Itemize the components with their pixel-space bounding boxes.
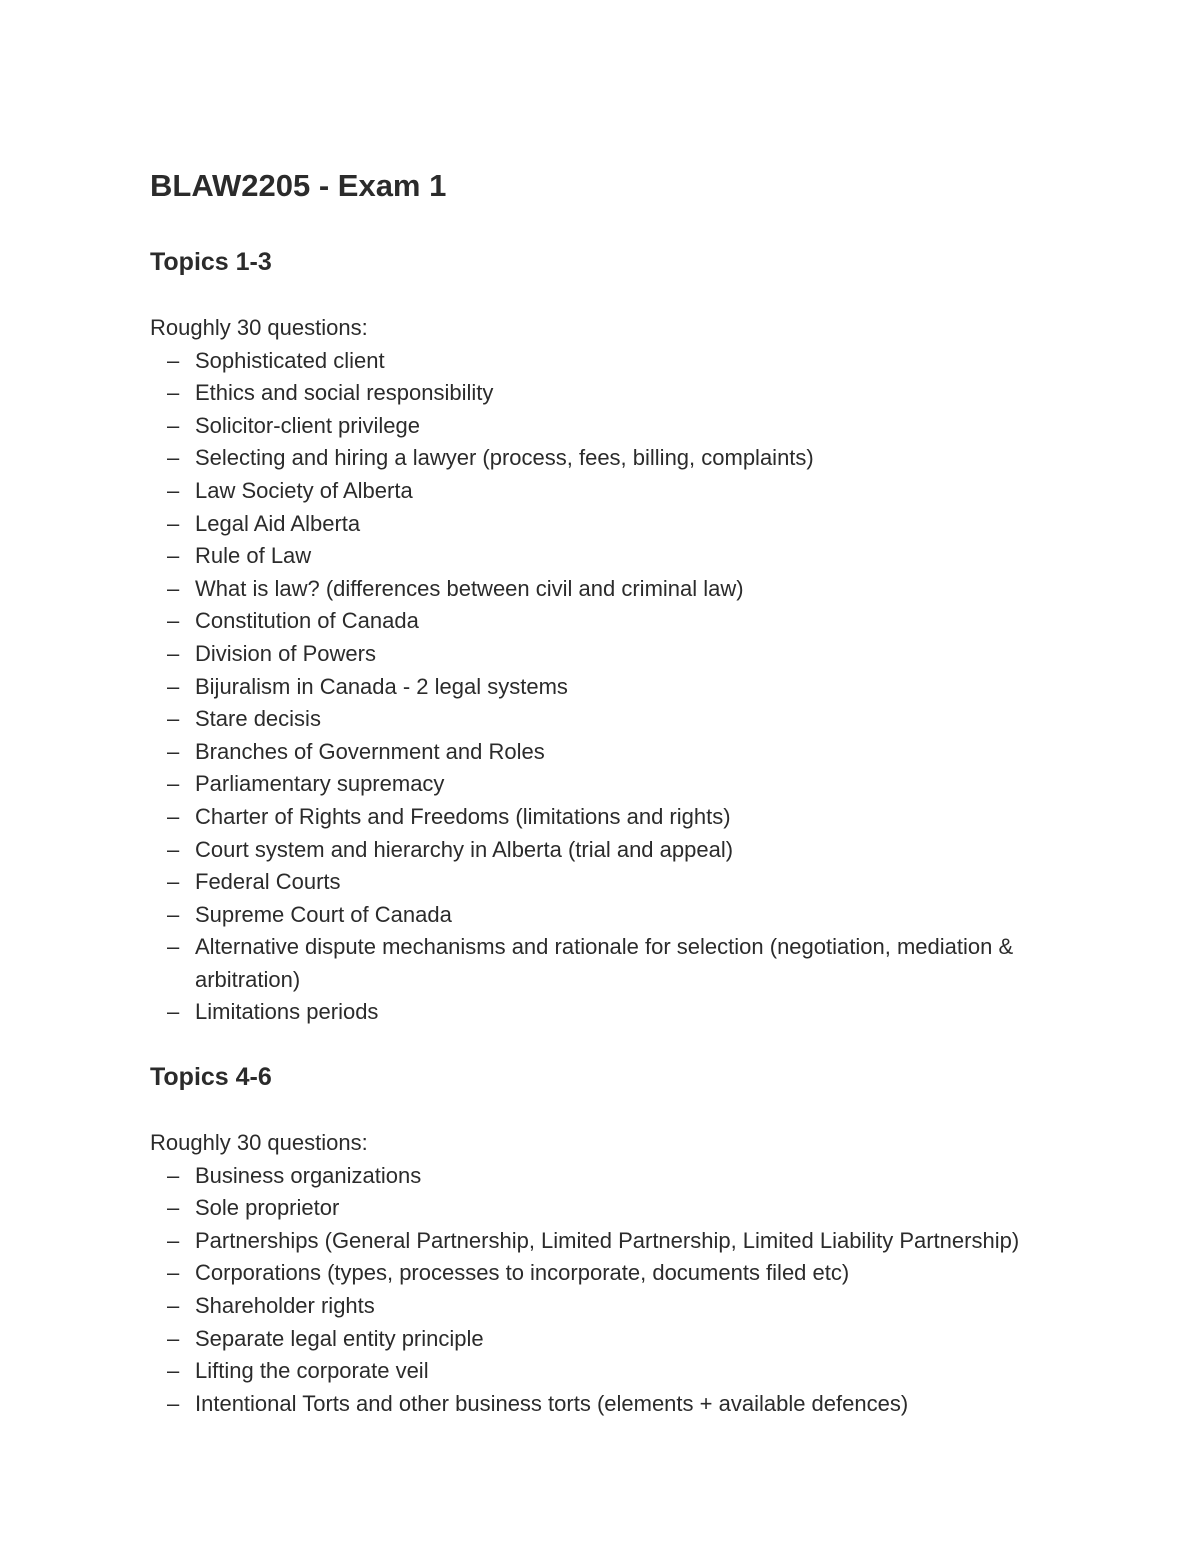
topic-list — [150, 1160, 1110, 1421]
list-item-text: Bijuralism in Canada - 2 legal systems — [195, 673, 568, 699]
list-item — [150, 1290, 1110, 1323]
list-item-text: Lifting the corporate veil — [195, 1358, 429, 1384]
list-item — [150, 768, 1110, 801]
list-item-text: Shareholder rights — [195, 1292, 375, 1318]
list-item-text: Parliamentary supremacy — [195, 771, 445, 797]
list-item — [150, 1257, 1110, 1290]
list-item — [150, 931, 1110, 996]
dash-bullet-icon: – — [167, 999, 180, 1025]
list-item — [150, 1355, 1110, 1388]
list-item — [150, 1225, 1110, 1258]
list-item — [150, 475, 1110, 508]
dash-bullet-icon: – — [167, 1390, 180, 1416]
list-item-text: Law Society of Alberta — [195, 477, 413, 503]
list-item-text: Solicitor-client privilege — [195, 412, 420, 438]
list-item-text: Supreme Court of Canada — [195, 901, 452, 927]
dash-bullet-icon: – — [167, 412, 180, 438]
list-item-text: Sole proprietor — [195, 1195, 340, 1221]
list-item-text: Sophisticated client — [195, 347, 385, 373]
list-item — [150, 1160, 1110, 1193]
list-item — [150, 377, 1110, 410]
list-item — [150, 834, 1110, 867]
dash-bullet-icon: – — [167, 706, 180, 732]
dash-bullet-icon: – — [167, 1292, 180, 1318]
dash-bullet-icon: – — [167, 543, 180, 569]
list-item — [150, 1388, 1110, 1421]
dash-bullet-icon: – — [167, 477, 180, 503]
dash-bullet-icon: – — [167, 1227, 180, 1253]
list-item-text: Ethics and social responsibility — [195, 380, 494, 406]
dash-bullet-icon: – — [167, 1325, 180, 1351]
dash-bullet-icon: – — [167, 640, 180, 666]
list-item — [150, 1323, 1110, 1356]
dash-bullet-icon: – — [167, 934, 180, 960]
list-item-text: Charter of Rights and Freedoms (limitations and rights) — [195, 803, 731, 829]
dash-bullet-icon: – — [167, 608, 180, 634]
list-item — [150, 703, 1110, 736]
list-item-text: Corporations (types, processes to incorporate, documents filed etc) — [195, 1260, 850, 1286]
list-item-text: Selecting and hiring a lawyer (process, fees, billing, complaints) — [195, 445, 814, 471]
list-item-text: Separate legal entity principle — [195, 1325, 484, 1351]
list-item — [150, 605, 1110, 638]
list-item — [150, 866, 1110, 899]
topic-list — [150, 345, 1110, 1029]
dash-bullet-icon: – — [167, 1260, 180, 1286]
list-item-text: Business organizations — [195, 1162, 422, 1188]
dash-bullet-icon: – — [167, 575, 180, 601]
list-item-text: Federal Courts — [195, 869, 341, 895]
list-item — [150, 345, 1110, 378]
dash-bullet-icon: – — [167, 1358, 180, 1384]
document-title: BLAW2205 - Exam 1 — [150, 168, 447, 203]
dash-bullet-icon: – — [167, 445, 180, 471]
section-intro: Roughly 30 questions: — [150, 315, 368, 340]
list-item — [150, 996, 1110, 1029]
list-item-text: Legal Aid Alberta — [195, 510, 361, 536]
section-topics-1-3 — [150, 246, 1110, 1029]
list-item — [150, 801, 1110, 834]
dash-bullet-icon: – — [167, 901, 180, 927]
list-item-text: Limitations periods — [195, 999, 379, 1025]
dash-bullet-icon: – — [167, 869, 180, 895]
dash-bullet-icon: – — [167, 510, 180, 536]
dash-bullet-icon: – — [167, 1162, 180, 1188]
dash-bullet-icon: – — [167, 1195, 180, 1221]
section-heading: Topics 1-3 — [150, 248, 272, 276]
section-topics-4-6 — [150, 1061, 1110, 1420]
list-item — [150, 638, 1110, 671]
section-intro: Roughly 30 questions: — [150, 1130, 368, 1155]
list-item — [150, 540, 1110, 573]
list-item-text: Constitution of Canada — [195, 608, 419, 634]
list-item-text: Rule of Law — [195, 543, 312, 569]
list-item-text: Court system and hierarchy in Alberta (trial and appeal) — [195, 836, 734, 862]
dash-bullet-icon: – — [167, 673, 180, 699]
dash-bullet-icon: – — [167, 738, 180, 764]
section-heading: Topics 4-6 — [150, 1063, 272, 1091]
list-item-text: Partnerships (General Partnership, Limited Partnership, Limited Liability Partnership) — [195, 1227, 1020, 1253]
list-item — [150, 442, 1110, 475]
list-item — [150, 736, 1110, 769]
list-item-text: Intentional Torts and other business torts (elements + available defences) — [195, 1390, 909, 1416]
dash-bullet-icon: – — [167, 771, 180, 797]
list-item-text: Alternative dispute mechanisms and rationale for selection (negotiation, mediation & arbitration) — [195, 934, 1014, 992]
list-item-text: Stare decisis — [195, 706, 321, 732]
list-item — [150, 899, 1110, 932]
list-item-text: What is law? (differences between civil and criminal law) — [195, 575, 744, 601]
list-item — [150, 573, 1110, 606]
list-item — [150, 1192, 1110, 1225]
dash-bullet-icon: – — [167, 836, 180, 862]
list-item-text: Branches of Government and Roles — [195, 738, 545, 764]
list-item — [150, 508, 1110, 541]
dash-bullet-icon: – — [167, 347, 180, 373]
dash-bullet-icon: – — [167, 380, 180, 406]
list-item-text: Division of Powers — [195, 640, 376, 666]
list-item — [150, 671, 1110, 704]
list-item — [150, 410, 1110, 443]
dash-bullet-icon: – — [167, 803, 180, 829]
